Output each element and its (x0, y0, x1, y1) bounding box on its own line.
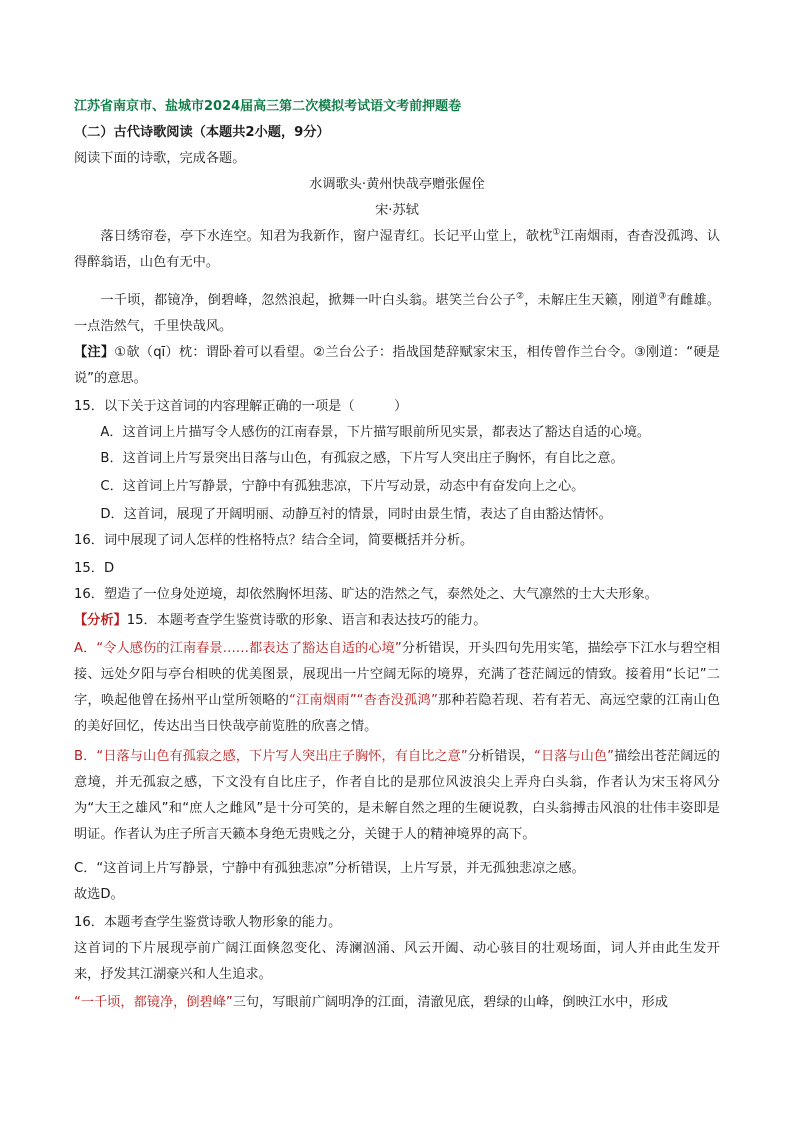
doc-title: 江苏省南京市、盐城市2024届高三第二次模拟考试语文考前押题卷 (74, 99, 462, 114)
poem-stanza-2: 一千顷，都镜净，倒碧峰，忽然浪起，掀舞一叶白头翁。堪笑兰台公子②，未解庄生天籁，刚道③有雌雄。一点浩然气，千里快哉风。 (74, 291, 721, 334)
question-15-stem: 15．以下关于这首词的内容理解正确的一项是（ ） (74, 399, 408, 414)
question-15-option-c: C．这首词上片写静景，宁静中有孤独悲凉，下片写动景，动态中有奋发向上之心。 (100, 479, 585, 494)
poem-title: 水调歌头·黄州快哉亭赠张偓佺 (309, 177, 485, 192)
section-heading: （二）古代诗歌阅读（本题共2小题，9分） (74, 125, 330, 140)
analysis-q16-intro: 16．本题考查学生鉴赏诗歌人物形象的能力。 (74, 915, 342, 930)
analysis-q16-text: 这首词的下片展现亭前广阔江面倏忽变化、涛澜汹涌、风云开阖、动心骇目的壮观场面，词人并由此生发开来，抒发其江湖豪兴和人生追求。 (74, 941, 720, 982)
question-15-option-d: D．这首词，展现了开阔明丽、动静互衬的情景，同时由景生情，表达了自由豁达情怀。 (100, 507, 612, 522)
instruction: 阅读下面的诗歌，完成各题。 (74, 151, 246, 166)
question-15-option-b: B．这首词上片写景突出日落与山色，有孤寂之感，下片写人突出庄子胸怀，有自比之意。 (100, 451, 624, 466)
analysis-option-c: C．“这首词上片写静景，宁静中有孤独悲凉”分析错误，上片写景，并无孤独悲凉之感。 (74, 861, 585, 876)
poem-author: 宋·苏轼 (375, 203, 419, 218)
question-15-option-a: A．这首词上片描写令人感伤的江南春景，下片描写眼前所见实景，都表达了豁达自适的心境。 (100, 425, 651, 440)
analysis-option-a: A．“令人感伤的江南春景……都表达了豁达自适的心境”分析错误，开头四句先用实笔，描绘亭下江水与碧空相接、远处夕阳与亭台相映的优美图景，展现出一片空阔无际的境界，充满了苍茫阔远的情致。接着用“长记”二字，唤起他曾在扬州平山堂所领略的“江南烟雨”“杳杳没孤鸿”那种若隐若现、若有若无、高远空蒙的江南山色的美好回忆，传达出当日快哉亭前览胜的欣喜之情。 (74, 641, 721, 734)
question-16-stem: 16．词中展现了词人怎样的性格特点？结合全词，简要概括并分析。 (74, 533, 474, 548)
poem-note: 【注】①欹（qī）枕：谓卧着可以看望。②兰台公子：指战国楚辞赋家宋玉，相传曾作兰台令。③刚道：“硬是说”的意思。 (74, 345, 720, 386)
analysis-intro: 【分析】15．本题考查学生鉴赏诗歌的形象、语言和表达技巧的能力。 (74, 613, 487, 628)
answer-16: 16．塑造了一位身处逆境，却依然胸怀坦荡、旷达的浩然之气，泰然处之、大气凛然的士大夫形象。 (74, 587, 658, 602)
answer-15: 15．D (74, 561, 115, 576)
analysis-conclusion: 故选D。 (74, 887, 124, 902)
poem-stanza-1: 落日绣帘卷，亭下水连空。知君为我新作，窗户湿青红。长记平山堂上，欹枕①江南烟雨，杳杳没孤鸿、认得醉翁语，山色有无中。 (74, 227, 721, 270)
analysis-option-b: B．“日落与山色有孤寂之感，下片写人突出庄子胸怀，有自比之意”分析错误，“日落与山色”描绘出苍茫阔远的意境，并无孤寂之感，下文没有自比庄子，作者自比的是那位风波浪尖上弄舟白头翁，作者认为宋玉将风分为“大王之雄风”和“庶人之雌风”是十分可笑的，是未解自然之理的生硬说教，白头翁搏击风浪的壮伟丰姿即是明证。作者认为庄子所言天籁本身绝无贵贱之分，关键于人的精神境界的高下。 (74, 749, 720, 842)
analysis-q16-last: “一千顷，都镜净，倒碧峰”三句，写眼前广阔明净的江面，清澈见底，碧绿的山峰，倒映江水中，形成 (74, 995, 668, 1010)
